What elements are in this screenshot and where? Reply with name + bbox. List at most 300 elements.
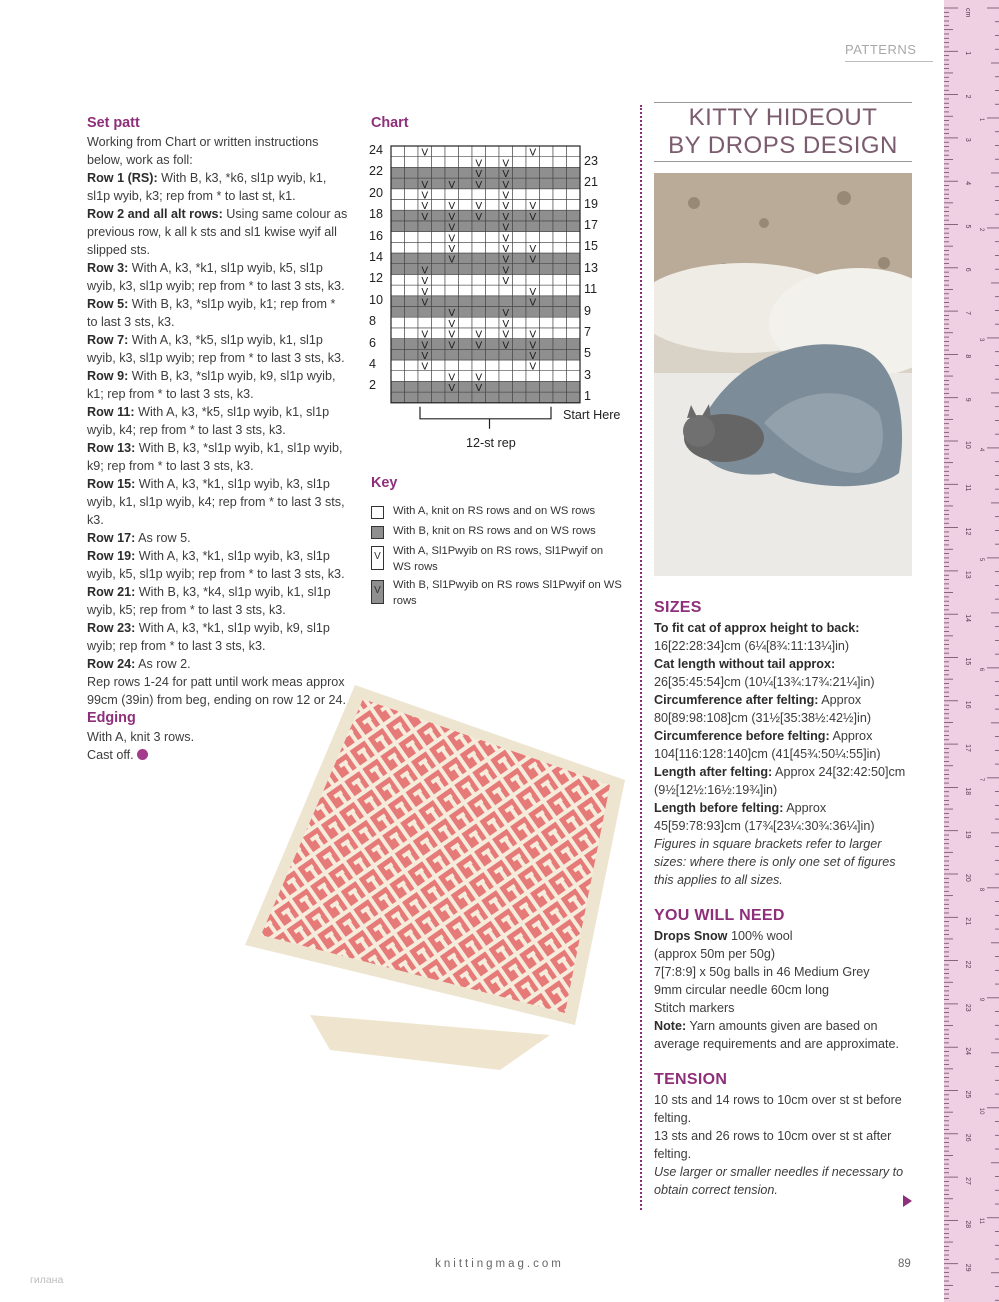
ruler-cm-label: 16 <box>964 700 971 709</box>
chart-cell <box>432 381 446 392</box>
chart-cell <box>459 189 473 200</box>
chart-slip-mark: V <box>529 201 537 213</box>
ruler-cm-label: 18 <box>964 787 971 796</box>
chart-cell <box>567 349 581 360</box>
chart-cell <box>567 360 581 371</box>
chart-cell <box>405 296 419 307</box>
chart-slip-mark: V <box>421 297 429 309</box>
chart-cell <box>472 307 486 318</box>
chart-cell <box>472 242 486 253</box>
chart-cell <box>567 381 581 392</box>
row-instruction <box>87 655 349 673</box>
chart-slip-mark: V <box>421 340 429 352</box>
chart-slip-mark: V <box>529 361 537 373</box>
chart-cell <box>513 285 527 296</box>
section-rule <box>845 61 933 62</box>
chart-cell <box>513 253 527 264</box>
chart-cell <box>513 264 527 275</box>
chart-cell <box>405 349 419 360</box>
chart-cell <box>513 157 527 168</box>
row-text: With A, k3, *k1, sl1p wyib, k9, sl1p wyib; rep from * to last 3 sts, k3. <box>87 621 330 653</box>
chart-cell <box>459 221 473 232</box>
chart-cell <box>513 274 527 285</box>
ruler-cm-label: 26 <box>964 1133 971 1142</box>
chart-slip-mark: V <box>448 179 456 191</box>
white-slip-icon: V <box>371 546 384 570</box>
yarn-ball-icon <box>137 749 148 760</box>
size-item <box>654 619 916 655</box>
size-label: To fit cat of approx height to back: <box>654 621 860 635</box>
chart-cell <box>526 381 540 392</box>
chart-cell <box>513 232 527 243</box>
ruler-inch-label: 8 <box>978 887 984 892</box>
row-label: Row 9: <box>87 369 129 383</box>
chart-cell <box>553 253 567 264</box>
chart-cell <box>486 296 500 307</box>
chart-cell <box>432 392 446 403</box>
ruler-cm-label: 27 <box>964 1177 971 1185</box>
ruler-graphic <box>944 0 999 1302</box>
ruler-cm-label: 7 <box>964 311 971 316</box>
chart-cell <box>540 381 554 392</box>
chart-cell <box>432 200 446 211</box>
chart-cell <box>540 317 554 328</box>
row-instruction <box>87 439 349 475</box>
tension-line-1: 10 sts and 14 rows to 10cm over st st before felting. <box>654 1093 902 1125</box>
ruler-cm-label: 6 <box>964 267 971 272</box>
need-line: (approx 50m per 50g) <box>654 947 776 961</box>
chart-cell <box>418 392 432 403</box>
chart-cell <box>540 167 554 178</box>
row-instruction <box>87 169 349 205</box>
chart-cell <box>567 189 581 200</box>
chart-cell <box>459 274 473 285</box>
chart-cell <box>432 253 446 264</box>
chart-cell <box>432 232 446 243</box>
chart-cell <box>486 146 500 157</box>
chart-cell <box>405 253 419 264</box>
row-text: With B, k3, *k4, sl1p wyib, k1, sl1p wyib, k5; rep from * to last 3 sts, k3. <box>87 585 331 617</box>
chart-row-label: 8 <box>369 314 377 329</box>
chart-cell <box>445 285 459 296</box>
need-line: Stitch markers <box>654 1001 735 1015</box>
chart-slip-mark: V <box>421 276 429 288</box>
chart-cell <box>526 189 540 200</box>
chart-cell <box>459 200 473 211</box>
chart-cell <box>432 317 446 328</box>
chart-cell <box>499 146 513 157</box>
chart-cell <box>432 264 446 275</box>
chart-slip-mark: V <box>421 211 429 223</box>
chart-cell <box>459 157 473 168</box>
white-square-icon <box>371 506 384 519</box>
row-label: Row 13: <box>87 441 136 455</box>
chart-cell <box>391 307 405 318</box>
chart-cell <box>486 264 500 275</box>
chart-cell <box>432 242 446 253</box>
pattern-title: KITTY HIDEOUT <box>688 104 878 131</box>
chart-cell <box>432 189 446 200</box>
chart-slip-mark: V <box>448 308 456 320</box>
chart-cell <box>486 157 500 168</box>
knitting-chart <box>369 140 629 460</box>
size-label: Circumference after felting: <box>654 693 819 707</box>
size-item <box>654 727 916 763</box>
chart-cell <box>418 232 432 243</box>
chart-cell <box>553 232 567 243</box>
key-text: With B, knit on RS rows and on WS rows <box>393 525 596 537</box>
chart-cell <box>405 210 419 221</box>
chart-cell <box>486 307 500 318</box>
chart-row-label: 2 <box>369 378 377 393</box>
chart-slip-mark: V <box>421 329 429 341</box>
size-item <box>654 691 916 727</box>
size-value: Approx 80[89:98:108]cm (31½[35:38½:42½]in) <box>654 693 872 725</box>
setpatt-heading: Set patt <box>87 115 140 131</box>
chart-cell <box>405 317 419 328</box>
chart-cell <box>418 381 432 392</box>
chart-cell <box>567 371 581 382</box>
chart-cell <box>513 296 527 307</box>
need-note <box>654 1017 916 1053</box>
chart-cell <box>391 232 405 243</box>
ruler-cm-label: 4 <box>964 181 971 186</box>
chart-cell <box>540 360 554 371</box>
chart-cell <box>459 317 473 328</box>
chart-cell <box>432 167 446 178</box>
tension-note: Use larger or smaller needles if necessary to obtain correct tension. <box>654 1165 904 1197</box>
ruler-cm-label: 21 <box>964 917 971 926</box>
section-label: PATTERNS <box>845 42 917 57</box>
chart-cell <box>391 253 405 264</box>
ruler-inch-label: 4 <box>978 447 984 452</box>
ruler-cm-label: 23 <box>964 1003 971 1012</box>
chart-slip-mark: V <box>448 222 456 234</box>
chart-cell <box>553 242 567 253</box>
chart-cell <box>405 274 419 285</box>
chart-cell <box>513 307 527 318</box>
chart-row-label: 22 <box>369 164 384 179</box>
chart-slip-mark: V <box>502 244 510 255</box>
chart-cell <box>499 296 513 307</box>
chart-cell <box>486 360 500 371</box>
ruler-cm-label: 11 <box>964 484 971 492</box>
chart-slip-mark: V <box>421 147 429 159</box>
chart-cell <box>405 242 419 253</box>
chart-cell <box>567 392 581 403</box>
chart-slip-mark: V <box>475 329 483 341</box>
size-item <box>654 799 916 835</box>
chart-cell <box>391 328 405 339</box>
chart-cell <box>432 210 446 221</box>
chart-cell <box>459 328 473 339</box>
chart-cell <box>513 371 527 382</box>
chart-cell <box>486 200 500 211</box>
chart-slip-mark: V <box>448 383 456 395</box>
continue-arrow-icon <box>903 1195 912 1207</box>
ruler-inch-label: 9 <box>978 997 984 1002</box>
sizes-heading: SIZES <box>654 599 702 616</box>
chart-rep-label: 12-st rep <box>466 436 516 450</box>
chart-cell <box>567 242 581 253</box>
need-note-text: Yarn amounts given are based on average requirements and are approximate. <box>654 1019 900 1051</box>
chart-cell <box>405 178 419 189</box>
row-label: Row 3: <box>87 261 129 275</box>
ruler-cm-label: 29 <box>964 1263 971 1272</box>
ruler-inch-label: 11 <box>978 1217 984 1225</box>
chart-slip-mark: V <box>421 265 429 277</box>
chart-cell <box>499 392 513 403</box>
chart-cell <box>553 285 567 296</box>
chart-slip-mark: V <box>421 286 429 298</box>
chart-cell <box>486 392 500 403</box>
chart-cell <box>553 371 567 382</box>
chart-cell <box>391 371 405 382</box>
row-text: With B, k3, *k6, sl1p wyib, k1, sl1p wyib, k3; rep from * to last st, k1. <box>87 171 327 203</box>
sizes-note: Figures in square brackets refer to larger sizes: where there is only one set of figures this applies to all sizes. <box>654 837 896 887</box>
chart-cell <box>459 392 473 403</box>
chart-cell <box>405 200 419 211</box>
chart-slip-mark: V <box>448 254 456 266</box>
chart-row-label: 7 <box>584 324 592 339</box>
chart-cell <box>540 339 554 350</box>
chart-cell <box>391 392 405 403</box>
chart-cell <box>391 242 405 253</box>
chart-cell <box>459 381 473 392</box>
ruler-cm-label: 8 <box>964 354 971 359</box>
chart-slip-mark: V <box>421 190 429 202</box>
chart-cell <box>513 328 527 339</box>
chart-cell <box>391 317 405 328</box>
chart-cell <box>540 210 554 221</box>
row-text: With B, k3, *sl1p wyib, k9, sl1p wyib, k1; rep from * to last 3 sts, k3. <box>87 369 336 401</box>
chart-row-label: 5 <box>584 346 592 361</box>
row-instruction <box>87 475 349 529</box>
chart-cell <box>553 360 567 371</box>
chart-cell <box>391 274 405 285</box>
ruler-inch-label: 5 <box>978 557 984 562</box>
chart-slip-mark: V <box>448 201 456 213</box>
chart-slip-mark: V <box>502 233 510 245</box>
chart-cell <box>567 167 581 178</box>
chart-cell <box>540 242 554 253</box>
chart-cell <box>459 307 473 318</box>
page-number: 89 <box>898 1258 911 1270</box>
chart-cell <box>567 274 581 285</box>
chart-cell <box>472 296 486 307</box>
key-text: With A, knit on RS rows and on WS rows <box>393 505 596 517</box>
chart-row-label: 23 <box>584 153 599 168</box>
chart-cell <box>459 371 473 382</box>
chart-row-label: 20 <box>369 185 384 200</box>
chart-cell <box>459 339 473 350</box>
chart-cell <box>405 339 419 350</box>
chart-slip-mark: V <box>475 201 483 213</box>
need-heading: YOU WILL NEED <box>654 907 785 924</box>
yarn-line <box>654 927 916 945</box>
row-text: With A, k3, *k5, sl1p wyib, k1, sl1p wyib, k3, sl1p wyib; rep from * to last 3 sts, k3. <box>87 333 345 365</box>
size-item <box>654 763 916 799</box>
row-text: With A, k3, *k1, sl1p wyib, k3, sl1p wyib, k5, sl1p wyib; rep from * to last 3 sts, k3. <box>87 549 345 581</box>
row-label: Row 17: <box>87 531 136 545</box>
chart-cell <box>391 339 405 350</box>
chart-cell <box>513 392 527 403</box>
chart-cell <box>540 157 554 168</box>
ruler-cm-label: 9 <box>964 397 971 402</box>
tension-line-2: 13 sts and 26 rows to 10cm over st st after felting. <box>654 1129 892 1161</box>
ruler-cm-label: 22 <box>964 960 971 969</box>
chart-row-label: 9 <box>584 303 592 318</box>
edging-line-1: With A, knit 3 rows. <box>87 730 195 744</box>
chart-cell <box>459 360 473 371</box>
size-label: Cat length without tail approx: <box>654 657 836 671</box>
size-value: Approx 45[59:78:93]cm (17¾[23¼:30¾:36¼]in) <box>654 801 875 833</box>
chart-cell <box>540 371 554 382</box>
chart-slip-mark: V <box>502 254 510 266</box>
chart-cell <box>540 232 554 243</box>
chart-cell <box>513 210 527 221</box>
sizes-list <box>654 619 916 835</box>
chart-cell <box>432 146 446 157</box>
chart-row-label: 19 <box>584 196 599 211</box>
row-instruction <box>87 331 349 367</box>
ruler-cm-label: 17 <box>964 744 971 752</box>
chart-cell <box>432 328 446 339</box>
chart-cell <box>391 146 405 157</box>
ruler <box>944 0 999 1302</box>
chart-slip-mark: V <box>502 201 510 213</box>
chart-row-label: 3 <box>584 367 592 382</box>
chart-slip-mark: V <box>421 361 429 373</box>
row-instruction <box>87 529 349 547</box>
chart-cell <box>432 307 446 318</box>
chart-cell <box>391 210 405 221</box>
chart-cell <box>405 157 419 168</box>
size-label: Circumference before felting: <box>654 729 830 743</box>
chart-cell <box>553 317 567 328</box>
row-instruction <box>87 619 349 655</box>
chart-cell <box>540 200 554 211</box>
chart-slip-mark: V <box>448 372 456 384</box>
chart-slip-mark: V <box>529 244 537 255</box>
chart-slip-mark: V <box>529 329 537 341</box>
row-label: Row 24: <box>87 657 136 671</box>
chart-slip-mark: V <box>448 211 456 223</box>
chart-slip-mark: V <box>529 254 537 266</box>
chart-start-label: Start Here <box>563 408 621 422</box>
key-item-a-slip <box>371 543 631 577</box>
chart-cell <box>432 285 446 296</box>
chart-slip-mark: V <box>475 383 483 395</box>
ruler-cm-label: 10 <box>964 441 971 449</box>
chart-cell <box>486 317 500 328</box>
chart-cell <box>526 232 540 243</box>
chart-cell <box>526 178 540 189</box>
chart-cell <box>459 264 473 275</box>
chart-slip-mark: V <box>529 211 537 223</box>
chart-cell <box>486 253 500 264</box>
chart-row-label: 24 <box>369 143 384 157</box>
ruler-cm-label: 14 <box>964 614 971 622</box>
chart-row-label: 10 <box>369 292 384 307</box>
chart-row-label: 12 <box>369 271 384 286</box>
chart-cell <box>499 360 513 371</box>
chart-cell <box>513 178 527 189</box>
chart-slip-mark: V <box>448 340 456 352</box>
row-text: With A, k3, *k5, sl1p wyib, k1, sl1p wyib, k4; rep from * to last 3 sts, k3. <box>87 405 330 437</box>
chart-cell <box>486 210 500 221</box>
ruler-cm-label: 12 <box>964 527 971 536</box>
chart-cell <box>513 221 527 232</box>
chart-cell <box>540 296 554 307</box>
ruler-cm-label: cm <box>964 8 971 18</box>
chart-cell <box>499 371 513 382</box>
chart-cell <box>526 392 540 403</box>
row-instruction <box>87 367 349 403</box>
chart-row-label: 6 <box>369 335 377 350</box>
chart-row-label: 15 <box>584 239 599 254</box>
chart-cell <box>513 200 527 211</box>
chart-slip-mark: V <box>502 169 510 181</box>
chart-cell <box>553 307 567 318</box>
chart-cell <box>459 242 473 253</box>
chart-slip-mark: V <box>529 286 537 298</box>
chart-cell <box>405 360 419 371</box>
chart-cell <box>486 189 500 200</box>
chart-cell <box>567 178 581 189</box>
yarn-name: Drops Snow <box>654 929 728 943</box>
chart-cell <box>553 157 567 168</box>
row-text: With B, k3, *sl1p wyib, k1; rep from * to last 3 sts, k3. <box>87 297 336 329</box>
key-text: With B, Sl1Pwyib on RS rows Sl1Pwyif on WS rows <box>393 579 622 607</box>
chart-cell <box>553 274 567 285</box>
chart-cell <box>445 360 459 371</box>
chart-slip-mark: V <box>529 297 537 309</box>
chart-cell <box>459 253 473 264</box>
chart-cell <box>472 232 486 243</box>
row-label: Row 2 and all alt rows: <box>87 207 223 221</box>
ruler-cm-label: 24 <box>964 1047 971 1055</box>
chart-cell <box>540 146 554 157</box>
chart-cell <box>405 371 419 382</box>
chart-cell <box>540 328 554 339</box>
chart-cell <box>459 296 473 307</box>
chart-slip-mark: V <box>502 190 510 202</box>
chart-cell <box>486 349 500 360</box>
row-text: With A, k3, *k1, sl1p wyib, k3, sl1p wyib, k1, sl1p wyib, k4; rep from * to last 3 sts, k3. <box>87 477 345 527</box>
chart-cell <box>405 232 419 243</box>
key-heading: Key <box>371 475 398 491</box>
chart-cell <box>391 167 405 178</box>
chart-cell <box>486 274 500 285</box>
chart-cell <box>553 178 567 189</box>
chart-cell <box>540 264 554 275</box>
chart-heading: Chart <box>371 115 409 131</box>
chart-cell <box>472 285 486 296</box>
chart-slip-mark: V <box>502 265 510 277</box>
chart-cell <box>405 189 419 200</box>
chart-cell <box>486 167 500 178</box>
chart-cell <box>432 157 446 168</box>
chart-cell <box>553 146 567 157</box>
watermark: гилана <box>30 1274 64 1286</box>
chart-cell <box>540 221 554 232</box>
chart-cell <box>567 146 581 157</box>
chart-slip-mark: V <box>448 318 456 330</box>
chart-cell <box>567 264 581 275</box>
yarn-fibre: 100% wool <box>727 929 793 943</box>
chart-cell <box>499 381 513 392</box>
